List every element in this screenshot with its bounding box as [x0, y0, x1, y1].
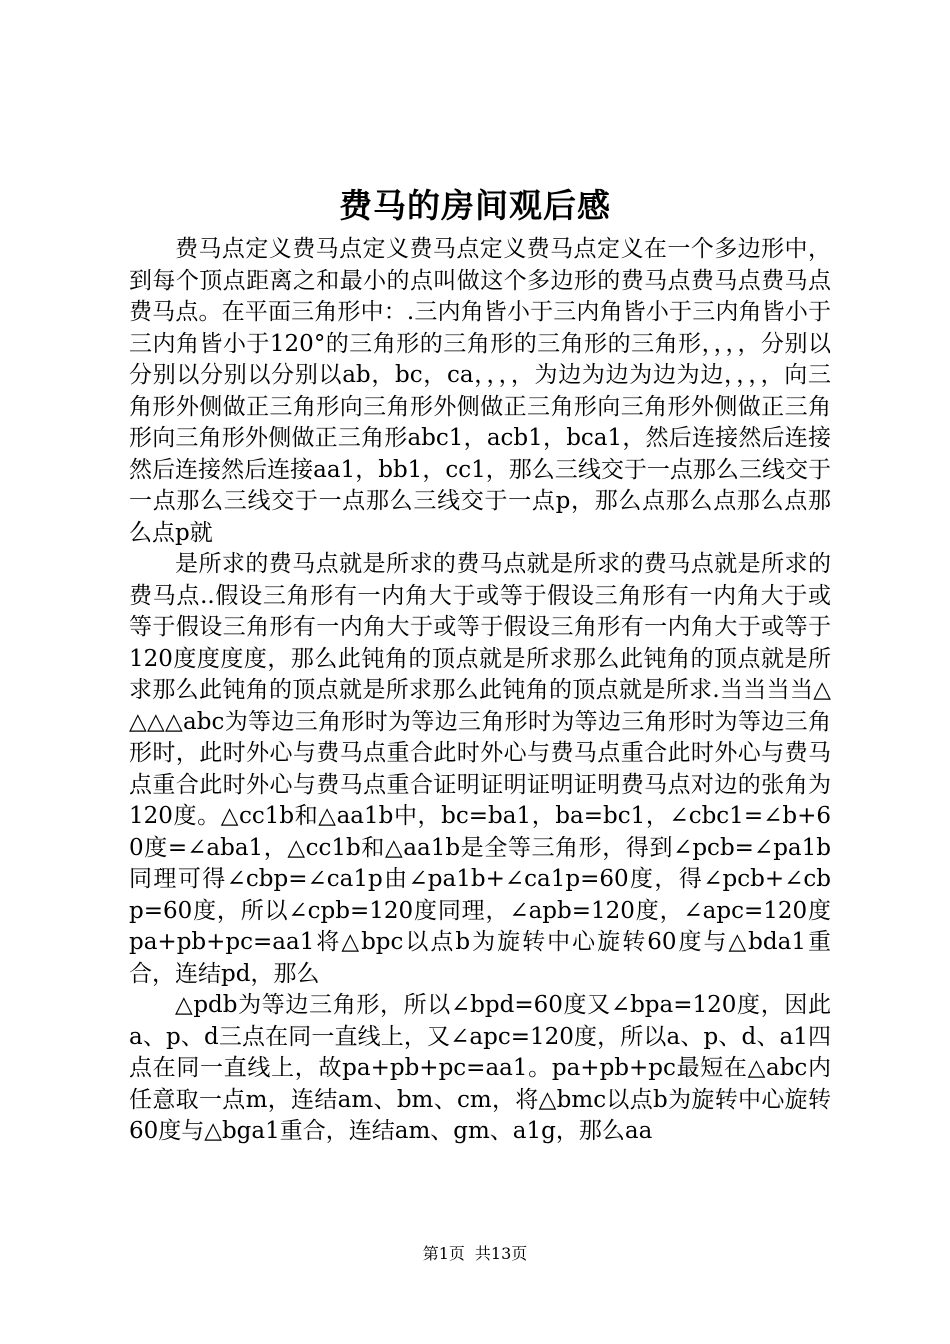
paragraph-2: 是所求的费马点就是所求的费马点就是所求的费马点就是所求的费马点..假设三角形有一内角大于或等于假设三角形有一内角大于或等于假设三角形有一内角大于或等于假设三角形有一内角大于或等于120度度度度，那么此钝角的顶点就是所求那么此钝角的顶点就是所求那么此钝角的顶点就是所求那么此钝角的顶点就是所求.当当当当△△△△abc为等边三角形时为等边三角形时为等边三角形时为等边三角形时，此时外心与费马点重合此时外心与费马点重合此时外心与费马点重合此时外心与费马点重合证明证明证明证明费马点对边的张角为120度。△cc1b和△aa1b中，bc=ba1，ba=bc1，∠cbc1=∠b+60度=∠aba1，△cc1b和△aa1b是全等三角形，得到∠pcb=∠pa1b同理可得∠cbp=∠ca1p由∠pa1b+∠ca1p=60度，得∠pcb+∠cbp=60度，所以∠cpb=120度同理，∠apb=120度，∠apc=120度pa+pb+pc=aa1将△bpc以点b为旋转中心旋转60度与△bda1重合，连结pd，那么	[129, 551, 831, 987]
page-footer	[0, 1244, 950, 1264]
document-body	[129, 234, 831, 1148]
paragraph-3: △pdb为等边三角形，所以∠bpd=60度又∠bpa=120度，因此a、p、d三点在同一直线上，又∠apc=120度，所以a、p、d、a1四点在同一直线上，故pa+pb+pc=aa1。pa+pb+pc最短在△abc内任意取一点m，连结am、bm、cm，将△bmc以点b为旋转中心旋转60度与△bga1重合，连结am、gm、a1g，那么aa	[129, 992, 831, 1144]
page-total: 共13页	[474, 1244, 528, 1263]
paragraph-1: 费马点定义费马点定义费马点定义费马点定义在一个多边形中，到每个顶点距离之和最小的点叫做这个多边形的费马点费马点费马点费马点。在平面三角形中：.三内角皆小于三内角皆小于三内角皆小于三内角皆小于120°的三角形的三角形的三角形的三角形，，，，分别以分别以分别以分别以ab，bc，ca，，，，为边为边为边为边，，，，向三角形外侧做正三角形向三角形外侧做正三角形向三角形外侧做正三角形向三角形外侧做正三角形abc1，acb1，bca1，然后连接然后连接然后连接然后连接aa1，bb1，cc1，那么三线交于一点那么三线交于一点那么三线交于一点那么三线交于一点p，那么点那么点那么点那么点p就	[129, 236, 831, 546]
page-title: 费马的房间观后感	[339, 186, 611, 225]
page-number: 第1页	[422, 1244, 465, 1263]
